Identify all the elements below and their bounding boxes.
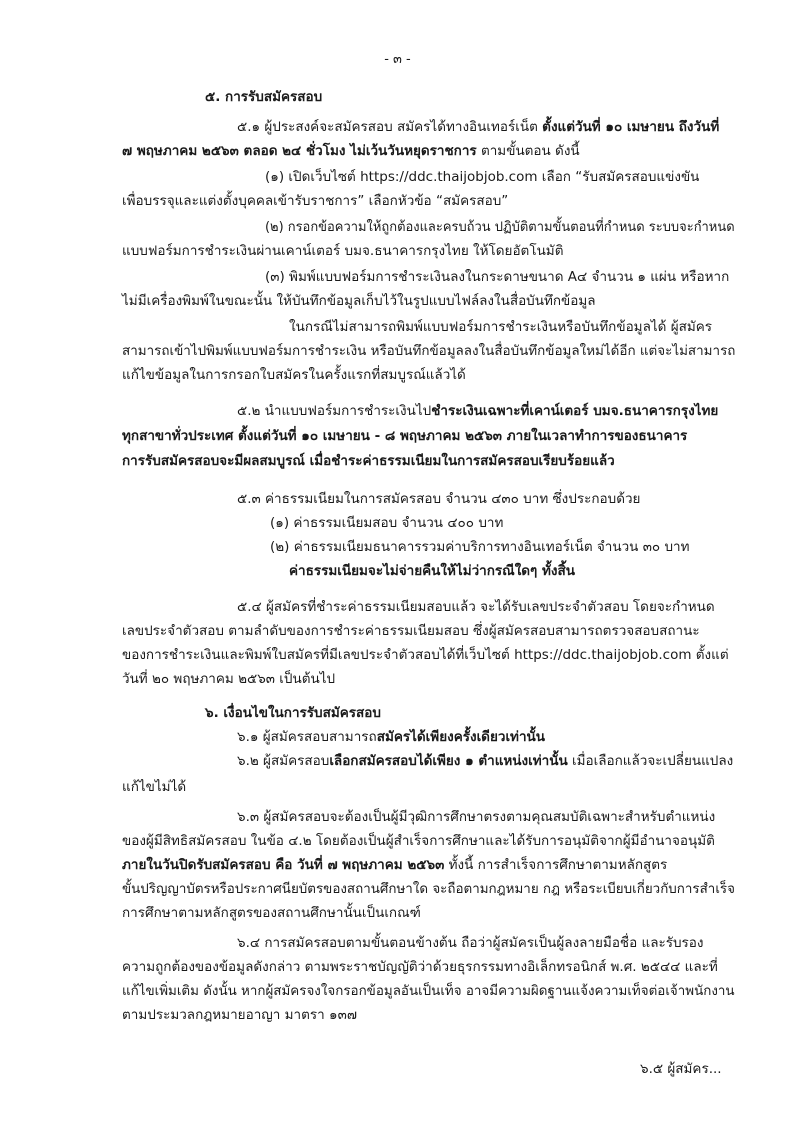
s63-line-1: ๖.๓ ผู้สมัครสอบจะต้องเป็นผู้มีวุฒิการศึกษาตรงตามคุณสมบัติเฉพาะสำหรับตำแหน่ง (237, 809, 716, 825)
s52-line-2: ทุกสาขาทั่วประเทศ ตั้งแต่วันที่ ๑๐ เมษายน - ๘ พฤษภาคม ๒๕๖๓ ภายในเวลาทำการของธนาคาร (122, 428, 688, 444)
s63-line-5: การศึกษาตามหลักสูตรของสถานศึกษานั้นเป็นเกณฑ์ (122, 905, 421, 921)
s54-line-2: เลขประจำตัวสอบ ตามลำดับของการชำระค่าธรรมเนียมสอบ ซึ่งผู้สมัครสอบสามารถตรวจสอบสถานะ (122, 623, 700, 639)
s54-line-3: ของการชำระเงินและพิมพ์ใบสมัครที่มีเลขประจำตัวสอบได้ที่เว็บไซต์ https://ddc.thaijobjob.com ตั้งแต่ (122, 647, 729, 663)
s51-item1-line2: เพื่อบรรจุและแต่งตั้งบุคคลเข้ารับราชการ” เลือกหัวข้อ “สมัครสอบ” (122, 193, 509, 209)
section-5-heading: ๕. การรับสมัครสอบ (205, 89, 323, 105)
s51-item3-line2: ไม่มีเครื่องพิมพ์ในขณะนั้น ให้บันทึกข้อมูลเก็บไว้ในรูปแบบไฟล์ลงในสื่อบันทึกข้อมูล (122, 293, 596, 309)
s63-line-2: ของผู้มีสิทธิสมัครสอบ ในข้อ ๔.๒ โดยต้องเป็นผู้สำเร็จการศึกษาและได้รับการอนุมัติจากผู้มีอำนาจอนุมัติ (122, 833, 715, 849)
s51-line-2 (122, 142, 580, 160)
s62-line-1 (237, 752, 733, 770)
s51-note-line2: สามารถเข้าไปพิมพ์แบบฟอร์มการชำระเงิน หรือบันทึกข้อมูลลงในสื่อบันทึกข้อมูลใหม่ได้อีก แต่จะไม่สามารถ (122, 343, 736, 359)
s51-note-line3: แก้ไขข้อมูลในการกรอกใบสมัครในครั้งแรกที่สมบูรณ์แล้วได้ (122, 367, 466, 383)
s64-line-4: ตามประมวลกฎหมายอาญา มาตรา ๑๓๗ (122, 1007, 357, 1023)
s63-line-3a: ภายในวันปิดรับสมัครสอบ คือ วันที่ ๗ พฤษภาคม ๒๕๖๓ (122, 857, 445, 873)
s54-line-4: วันที่ ๒๐ พฤษภาคม ๒๕๖๓ เป็นต้นไป (122, 671, 336, 687)
s51-line-1a: ๕.๑ ผู้ประสงค์จะสมัครสอบ สมัครได้ทางอินเทอร์เน็ต (237, 119, 543, 135)
s51-item1-line1: (๑) เปิดเว็บไซต์ https://ddc.thaijobjob.com เลือก “รับสมัครสอบแข่งขัน (265, 169, 700, 185)
page-number: - ๓ - (384, 52, 411, 67)
s52-line-1 (237, 402, 718, 420)
s51-line-2a: ๗ พฤษภาคม ๒๕๖๓ ตลอด ๒๔ ชั่วโมง ไม่เว้นวันหยุดราชการ (122, 143, 477, 159)
s51-item3-line1: (๓) พิมพ์แบบฟอร์มการชำระเงินลงในกระดาษขนาด A๔ จำนวน ๑ แผ่น หรือหาก (265, 269, 730, 285)
s63-line-3b: ทั้งนี้ การสำเร็จการศึกษาตามหลักสูตร (444, 857, 668, 873)
s61-line-a: ๖.๑ ผู้สมัครสอบสามารถ (237, 729, 377, 745)
s53-line-3: (๒) ค่าธรรมเนียมธนาคารรวมค่าบริการทางอินเทอร์เน็ต จำนวน ๓๐ บาท (270, 539, 690, 555)
s54-line-1: ๕.๔ ผู้สมัครที่ชำระค่าธรรมเนียมสอบแล้ว จะได้รับเลขประจำตัวสอบ โดยจะกำหนด (237, 599, 715, 615)
s62-line-1a: ๖.๒ ผู้สมัครสอบ (237, 753, 330, 769)
s53-line-4: ค่าธรรมเนียมจะไม่จ่ายคืนให้ไม่ว่ากรณีใดๆ ทั้งสิ้น (289, 563, 575, 579)
s63-line-3 (122, 856, 667, 874)
s51-line-2b: ตามขั้นตอน ดังนี้ (476, 143, 580, 159)
s51-item2-line1: (๒) กรอกข้อความให้ถูกต้องและครบถ้วน ปฏิบัติตามขั้นตอนที่กำหนด ระบบจะกำหนด (265, 219, 735, 235)
s62-line-2: แก้ไขไม่ได้ (122, 779, 187, 795)
s64-line-3: แก้ไขเพิ่มเติม ดังนั้น หากผู้สมัครจงใจกรอกข้อมูลอันเป็นเท็จ อาจมีความผิดฐานแจ้งความเท็จต่อเจ้าพนักงาน (122, 983, 735, 999)
s53-line-1: ๕.๓ ค่าธรรมเนียมในการสมัครสอบ จำนวน ๔๓๐ บาท ซึ่งประกอบด้วย (237, 491, 641, 507)
s51-line-1b: ตั้งแต่วันที่ ๑๐ เมษายน ถึงวันที่ (542, 119, 720, 135)
s61-line (237, 728, 545, 746)
s64-line-2: ความถูกต้องของข้อมูลดังกล่าว ตามพระราชบัญญัติว่าด้วยธุรกรรมทางอิเล็กทรอนิกส์ พ.ศ. ๒๕๔๔ และที่ (122, 959, 718, 975)
s52-line-1a: ๕.๒ นำแบบฟอร์มการชำระเงินไป (237, 403, 432, 419)
continuation-text: ๖.๕ ผู้สมัคร... (640, 1061, 722, 1077)
section-6-heading: ๖. เงื่อนไขในการรับสมัครสอบ (205, 705, 381, 721)
s52-line-3: การรับสมัครสอบจะมีผลสมบูรณ์ เมื่อชำระค่าธรรมเนียมในการสมัครสอบเรียบร้อยแล้ว (122, 453, 615, 469)
s51-item2-line2: แบบฟอร์มการชำระเงินผ่านเคาน์เตอร์ บมจ.ธนาคารกรุงไทย ให้โดยอัตโนมัติ (122, 243, 564, 259)
s63-line-4: ขั้นปริญญาบัตรหรือประกาศนียบัตรของสถานศึกษาใด จะถือตามกฎหมาย กฎ หรือระเบียบเกี่ยวกับการสำเร็จ (122, 881, 735, 897)
s61-line-b: สมัครได้เพียงครั้งเดียวเท่านั้น (376, 729, 545, 745)
s53-line-2: (๑) ค่าธรรมเนียมสอบ จำนวน ๔๐๐ บาท (270, 515, 504, 531)
s62-line-1c: เมื่อเลือกแล้วจะเปลี่ยนแปลง (567, 753, 734, 769)
s64-line-1: ๖.๔ การสมัครสอบตามขั้นตอนข้างต้น ถือว่าผู้สมัครเป็นผู้ลงลายมือชื่อ และรับรอง (237, 935, 704, 951)
s62-line-1b: เลือกสมัครสอบได้เพียง ๑ ตำแหน่งเท่านั้น (329, 753, 568, 769)
s52-line-1b: ชำระเงินเฉพาะที่เคาน์เตอร์ บมจ.ธนาคารกรุงไทย (431, 403, 719, 419)
s51-line-1 (237, 118, 719, 136)
s51-note-line1: ในกรณีไม่สามารถพิมพ์แบบฟอร์มการชำระเงินหรือบันทึกข้อมูลได้ ผู้สมัคร (289, 319, 713, 335)
